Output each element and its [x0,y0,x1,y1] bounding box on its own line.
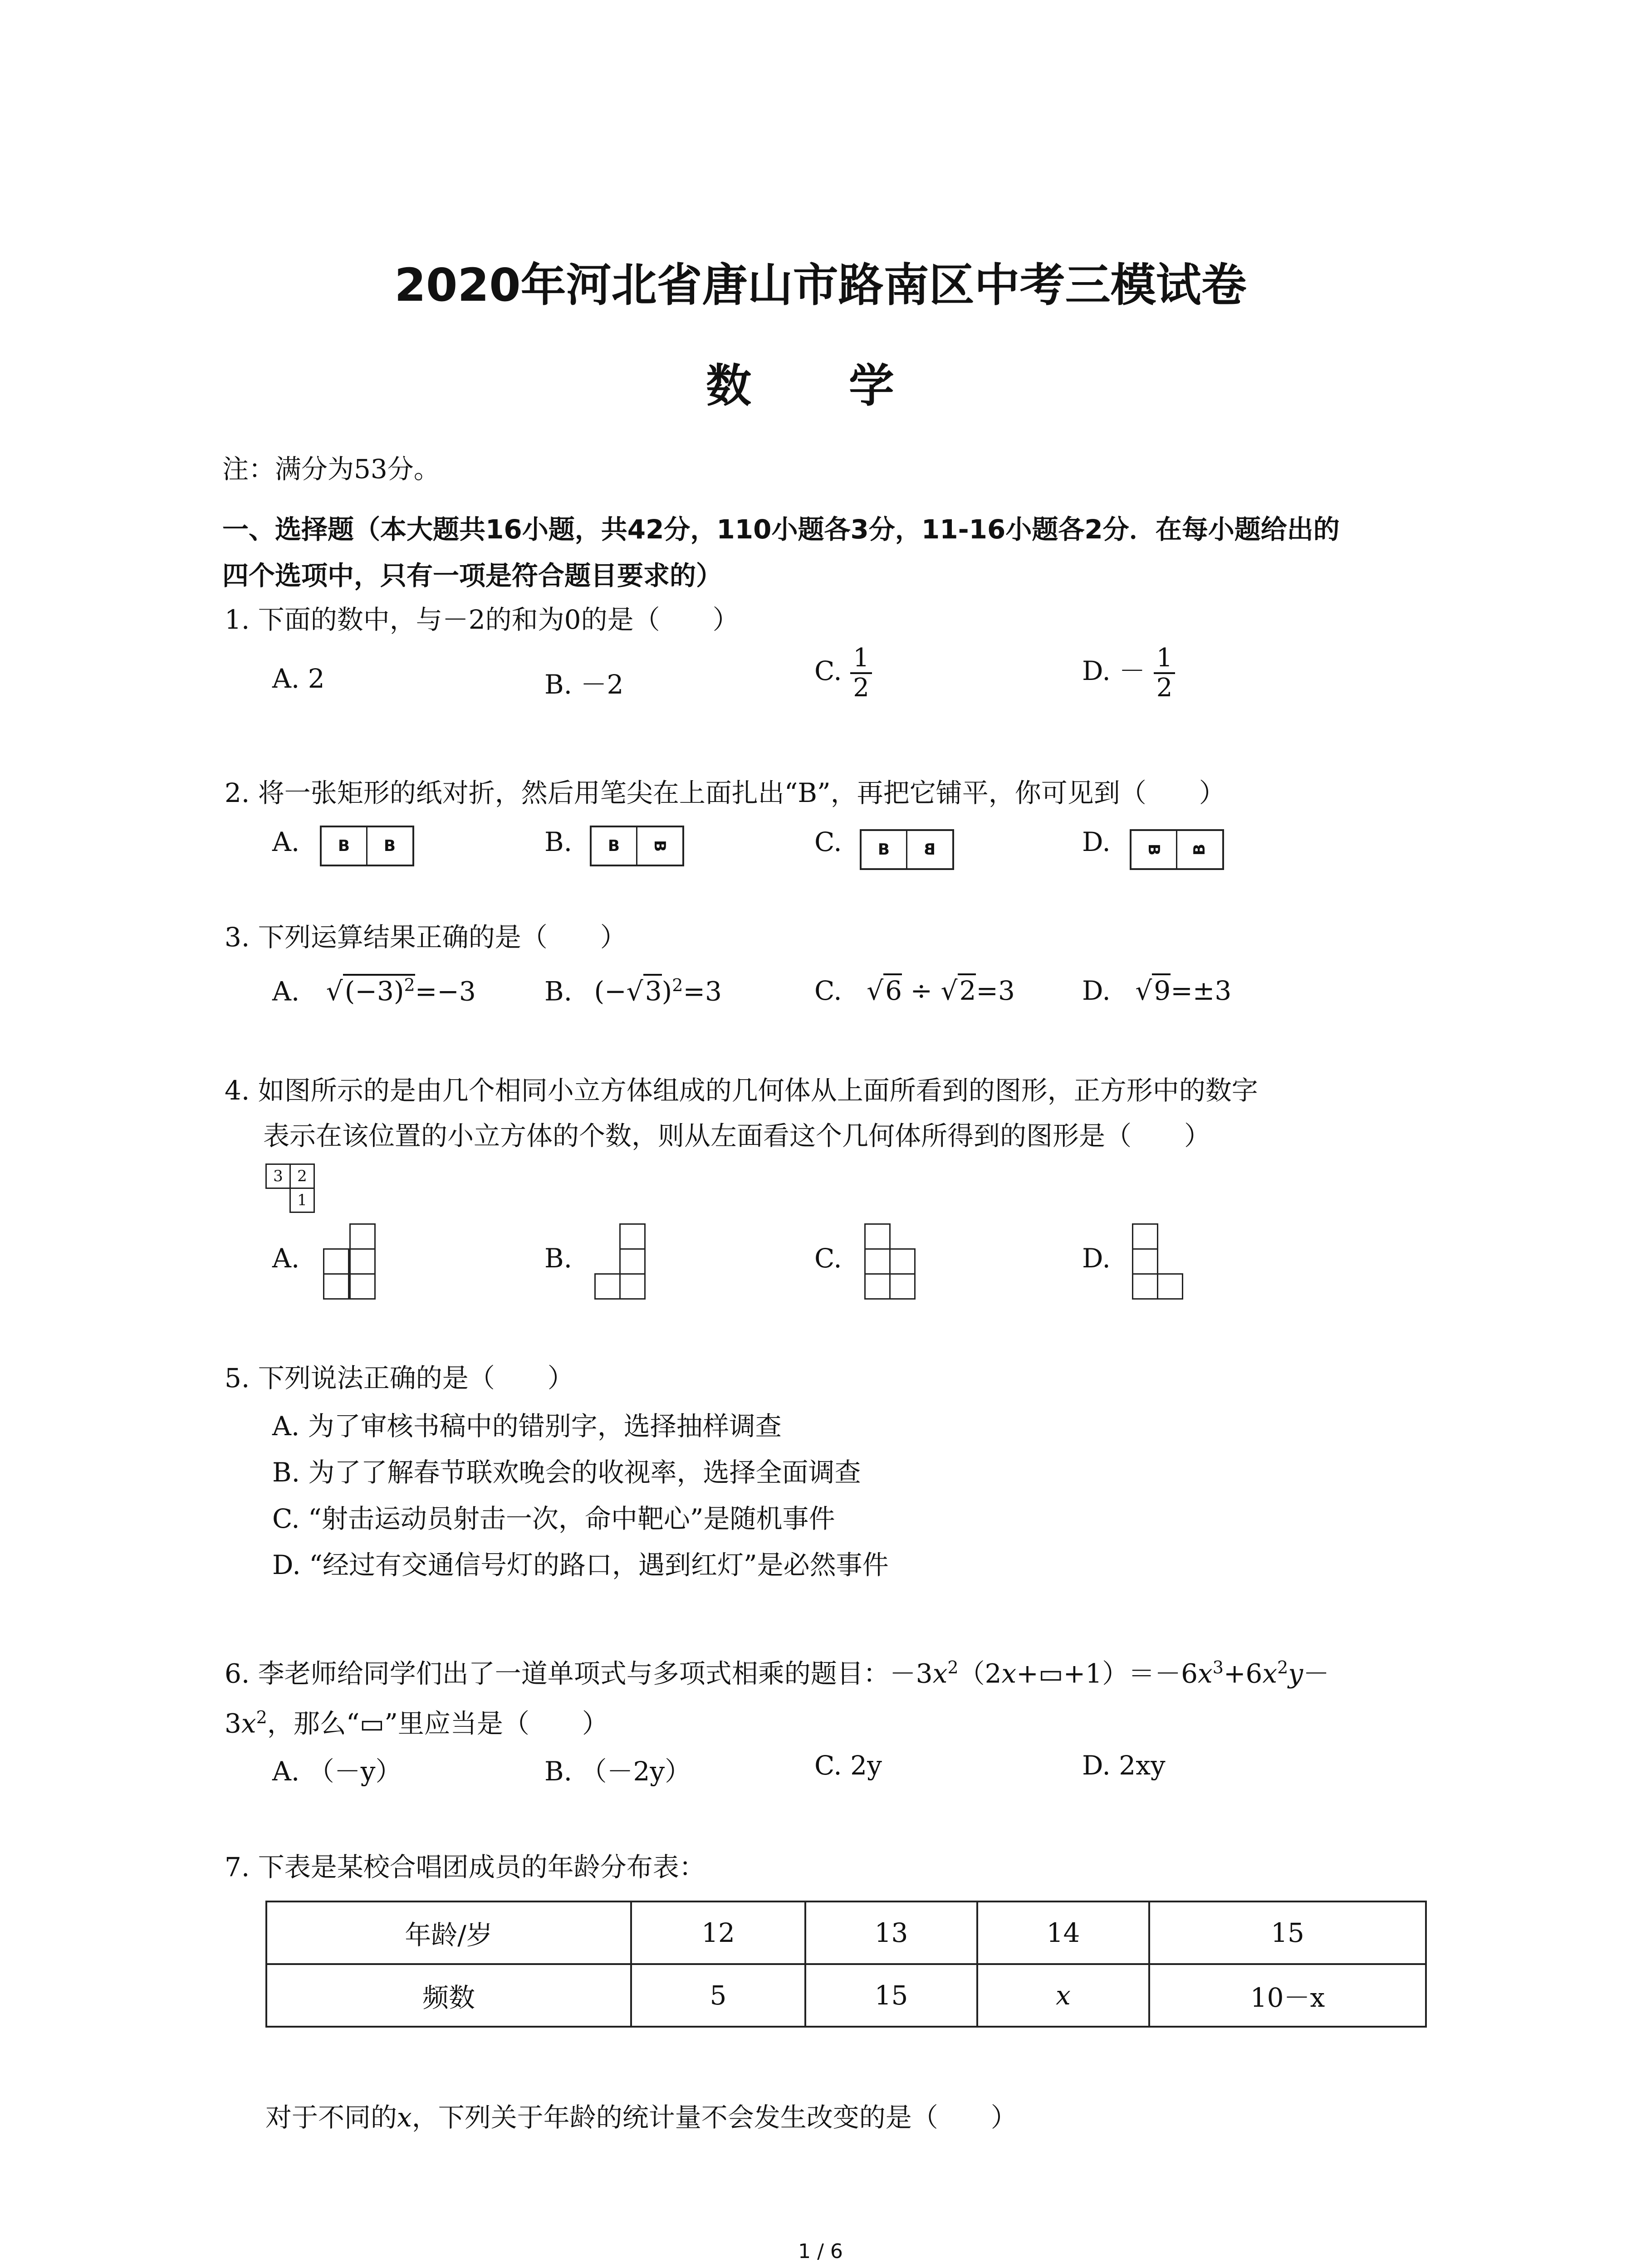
q2-b-right-letter: B [651,840,669,852]
q4-stem-line2: 表示在该位置的小立方体的个数，则从左面看这个几何体所得到的图形是（ ） [263,1120,1211,1151]
q2-c-label: C. [814,826,842,857]
q2-a-left-letter: B [338,837,350,855]
q3-b-radicand: 3 [643,974,662,1007]
figure-cell [889,1248,916,1275]
q3-c-result: =3 [976,975,1015,1006]
q2-d-label: D. [1082,826,1111,857]
q2-c-right-letter: B [924,841,936,859]
q1-c-denominator: 2 [853,673,869,703]
q4-c-label: C. [814,1243,842,1274]
figure-cell [1132,1273,1158,1300]
var-x: x [1001,1658,1017,1689]
q1-stem: 1. 下面的数中，与－2的和为0的是（ ） [225,604,739,635]
q3-c-radicand-1: 6 [883,973,902,1006]
table-cell: 13 [805,1901,977,1964]
top-view-cell: 1 [289,1188,315,1213]
sqrt-symbol: √ [941,975,958,1006]
q7-follow-question: ，下列关于年龄的统计量不会发生改变的是（ ） [411,2102,1017,2133]
sqrt-symbol: √ [626,976,643,1007]
q7-stem: 7. 下表是某校合唱团成员的年龄分布表： [225,1852,705,1882]
figure-cell [1132,1248,1158,1275]
q3-b-prefix: (− [594,976,627,1007]
q3-b-close: ) [661,976,672,1007]
q6-stem-text: 6. 李老师给同学们出了一道单项式与多项式相乘的题目：－3 [225,1658,933,1689]
exponent: 2 [947,1657,959,1677]
var-x: x [397,2102,412,2133]
figure-cell [619,1223,646,1250]
figure-cell [349,1273,376,1300]
q2-option-b-figure [590,826,684,866]
q3-a-radicand [343,974,415,1007]
q1-c-label: C. [814,655,842,687]
score-note: 注：满分为53分。 [222,454,440,484]
q2-b-label: B. [544,826,573,857]
q1-option-a: A. 2 [272,663,325,694]
figure-cell [889,1273,916,1300]
top-view-cell: 2 [289,1163,315,1189]
var-x: x [932,1658,948,1689]
figure-cell [349,1223,376,1250]
figure-cell [864,1248,891,1275]
section-heading-line2: 四个选项中，只有一项是符合题目要求的） [222,560,723,591]
table-cell: x [977,1964,1149,2027]
fold-line [1176,831,1177,868]
q3-option-b [544,975,722,1007]
table-cell: 频数 [266,1964,631,2027]
q5-option-d: D. “经过有交通信号灯的路口，遇到红灯”是必然事件 [272,1549,889,1580]
sqrt-symbol: √ [1135,975,1152,1006]
q5-option-a: A. 为了审核书稿中的错别字，选择抽样调查 [272,1411,782,1442]
q3-b-label: B. [544,976,573,1007]
q1-d-label: D. [1082,655,1111,687]
q3-c-operator: ÷ [902,975,941,1006]
exam-title: 2020年河北省唐山市路南区中考三模试卷 [394,259,1247,312]
var-x: x [241,1708,256,1739]
q1-d-sign: － [1119,655,1146,687]
q2-c-left-letter: B [878,841,890,859]
exponent: 2 [1277,1657,1288,1677]
q3-c-label: C. [814,975,842,1006]
q3-stem: 3. 下列运算结果正确的是（ ） [225,922,627,953]
table-row [266,1964,1426,2027]
table-row [266,1901,1426,1964]
table-cell: 14 [977,1901,1149,1964]
exponent: 2 [256,1707,267,1727]
subject-title: 数 学 [706,359,935,412]
q2-a-right-letter: B [384,837,396,855]
q1-d-fraction [1154,644,1176,702]
figure-cell [1157,1273,1183,1300]
sqrt-symbol: √ [867,975,884,1006]
q5-option-b: B. 为了了解春节联欢晚会的收视率，选择全面调查 [272,1457,861,1488]
q6-plus-box: +▭+1）＝－6 [1016,1658,1198,1689]
q3-a-label: A. [272,976,300,1007]
q3-option-c [814,975,1015,1006]
coefficient: 3 [225,1708,241,1739]
q3-option-a [272,975,476,1007]
var-x: x [1198,1658,1213,1689]
q3-d-label: D. [1082,975,1111,1006]
q3-d-result: =±3 [1171,975,1232,1006]
q2-d-right-letter: B [1190,844,1209,855]
page-number: 1 / 6 [798,2240,843,2263]
table-cell: 5 [631,1964,805,2027]
q3-a-exponent: 2 [404,975,415,995]
figure-cell [619,1248,646,1275]
figure-cell [323,1273,349,1300]
q6-option-d: D. 2xy [1082,1750,1166,1781]
age-distribution-table [265,1901,1427,2028]
q6-option-a: A. （－y） [272,1756,402,1787]
figure-cell [864,1273,891,1300]
table-cell: 10－x [1149,1964,1426,2027]
q6-stem-line1 [225,1651,1329,1690]
q2-option-a-figure [320,826,414,866]
q7-follow-up [265,2101,1017,2134]
figure-cell [349,1248,376,1275]
q3-d-radicand: 9 [1152,973,1171,1006]
q1-option-b: B. －2 [544,669,624,700]
minus-sign: － [1303,1658,1330,1689]
q3-option-d [1082,975,1231,1006]
table-cell: 年龄/岁 [266,1901,631,1964]
q6-question-text: ，那么“▭”里应当是（ ） [267,1708,608,1739]
q6-option-c: C. 2y [814,1750,882,1781]
figure-cell [864,1223,891,1250]
figure-cell [594,1273,621,1300]
q4-d-label: D. [1082,1243,1111,1274]
q4-a-label: A. [272,1243,300,1274]
q2-b-left-letter: B [608,837,620,855]
q1-option-d [1082,644,1175,702]
q2-stem: 2. 将一张矩形的纸对折，然后用笔尖在上面扎出“B”，再把它铺平，你可见到（ ） [225,777,1225,808]
top-view-cell: 3 [265,1163,291,1189]
q3-b-result: =3 [683,976,722,1007]
section-heading-line1: 一、选择题（本大题共16小题，共42分，110小题各3分，11-16小题各2分．在每小题给出的 [222,514,1340,545]
var-x: x [1262,1658,1278,1689]
q5-stem: 5. 下列说法正确的是（ ） [225,1363,574,1393]
fold-line [636,827,637,865]
q1-d-numerator: 1 [1154,644,1176,674]
q5-option-c: C. “射击运动员射击一次，命中靶心”是随机事件 [272,1503,835,1534]
q3-c-radicand-2: 2 [958,973,976,1006]
q2-d-left-letter: B [1145,844,1163,855]
q3-b-exponent: 2 [672,975,683,995]
q4-stem-line1: 4. 如图所示的是由几个相同小立方体组成的几何体从上面所看到的图形，正方形中的数字 [225,1075,1258,1106]
table-cell: 15 [1149,1901,1426,1964]
sqrt-symbol: √ [326,976,343,1007]
q1-c-fraction [850,644,872,702]
q7-follow-text: 对于不同的 [265,2102,397,2133]
q4-b-label: B. [544,1243,573,1274]
q2-option-c-figure [860,829,954,870]
q1-option-c [814,644,872,702]
paren-open: （2 [958,1658,1002,1689]
var-y: y [1288,1658,1303,1689]
q6-stem-line2 [225,1701,608,1740]
figure-cell [323,1248,349,1275]
q2-a-label: A. [272,826,300,857]
figure-cell [1132,1223,1158,1250]
exponent: 3 [1212,1657,1224,1677]
figure-cell [619,1273,646,1300]
plus-six: +6 [1223,1658,1263,1689]
q3-a-radicand-text: (−3) [344,976,404,1007]
q3-a-result: =−3 [415,976,476,1007]
table-cell: 15 [805,1964,977,2027]
q6-option-b: B. （－2y） [544,1756,691,1787]
q1-d-denominator: 2 [1156,673,1173,703]
q1-c-numerator: 1 [850,644,872,674]
table-cell: 12 [631,1901,805,1964]
q2-option-d-figure [1130,829,1224,870]
